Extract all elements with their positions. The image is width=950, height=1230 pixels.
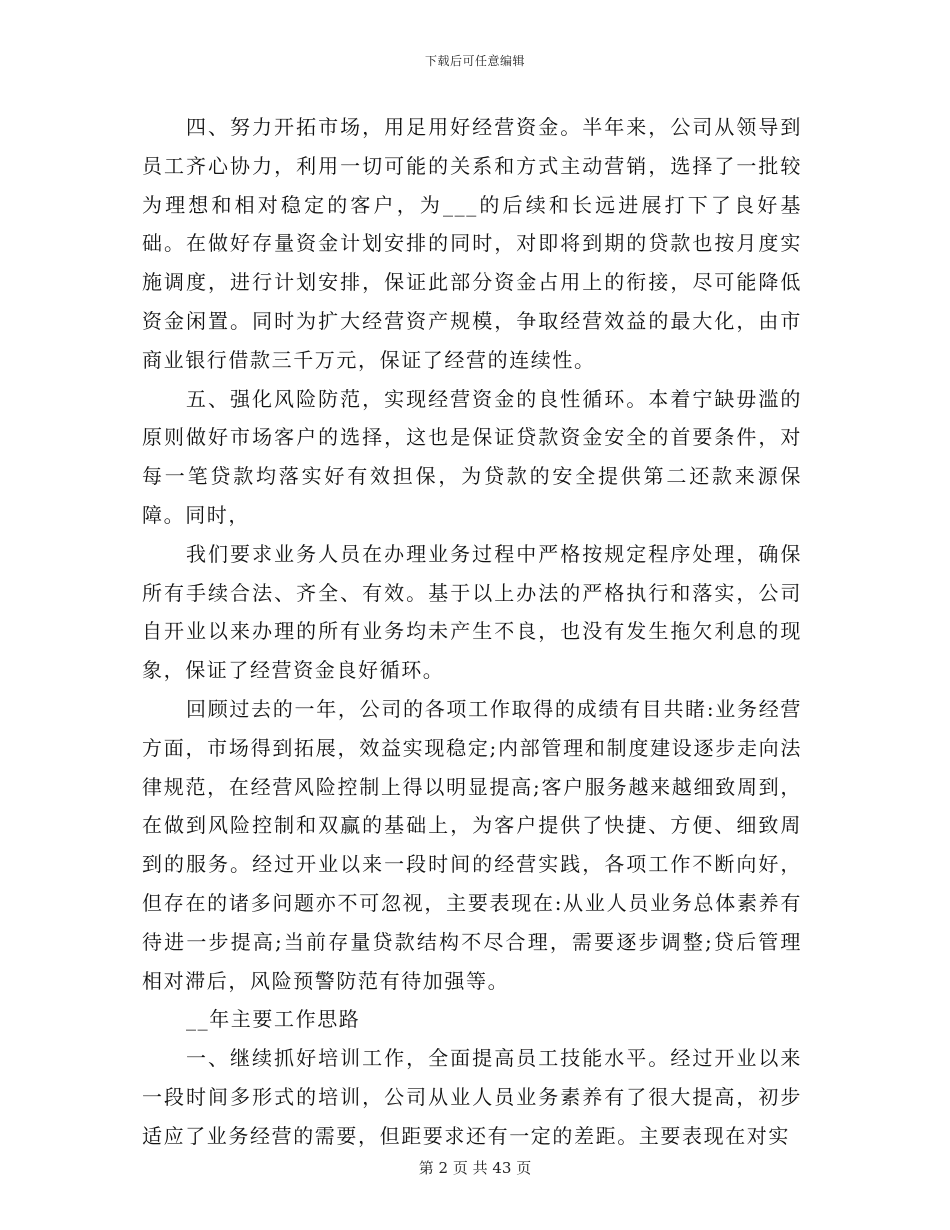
page-header: 下载后可任意编辑 — [424, 54, 525, 68]
paragraph-review: 回顾过去的一年，公司的各项工作取得的成绩有目共睹:业务经营方面，市场得到拓展，效益实现稳定;内部管理和制度建设逐步走向法律规范，在经营风险控制上得以明显提高;客户服务越来越细致周到，在做到风险控制和双赢的基础上，为客户提供了快捷、方便、细致周到的服务。经过开业以来一段时间的经营实践，各项工作不断向好，但存在的诸多问题亦不可忽视，主要表现在:从业人员业务总体素养有待进一步提高;当前存量贷款结构不尽合理，需要逐步调整;贷后管理相对滞后，风险预警防范有待加强等。 — [142, 696, 802, 993]
paragraph-training: 一、继续抓好培训工作，全面提高员工技能水平。经过开业以来一段时间多形式的培训，公司从业人员业务素养有了很大提高，初步适应了业务经营的需要，但距要求还有一定的差距。主要表现在对实 — [142, 1046, 802, 1148]
paragraph-procedures: 我们要求业务人员在办理业务过程中严格按规定程序处理，确保所有手续合法、齐全、有效。基于以上办法的严格执行和落实，公司自开业以来办理的所有业务均未产生不良，也没有发生拖欠利息的现象，保证了经营资金良好循环。 — [142, 541, 802, 683]
paragraph-risk: 五、强化风险防范，实现经营资金的良性循环。本着宁缺毋滥的原则做好市场客户的选择，这也是保证贷款资金安全的首要条件，对每一笔贷款均落实好有效担保，为贷款的安全提供第二还款来源保障。同时， — [142, 386, 802, 527]
document-body — [142, 108, 802, 1156]
section-heading-plan: __年主要工作思路 — [186, 1007, 361, 1032]
page-number: 第 2 页 共 43 页 — [418, 1159, 532, 1177]
paragraph-market: 四、努力开拓市场，用足用好经营资金。半年来，公司从领导到员工齐心协力，利用一切可能的关系和方式主动营销，选择了一批较为理想和相对稳定的客户，为___的后续和长远进展打下了良好基础。在做好存量资金计划安排的同时，对即将到期的贷款也按月度实施调度，进行计划安排，保证此部分资金占用上的衔接，尽可能降低资金闲置。同时为扩大经营资产规模，争取经营效益的最大化，由市商业银行借款三千万元，保证了经营的连续性。 — [142, 115, 802, 372]
